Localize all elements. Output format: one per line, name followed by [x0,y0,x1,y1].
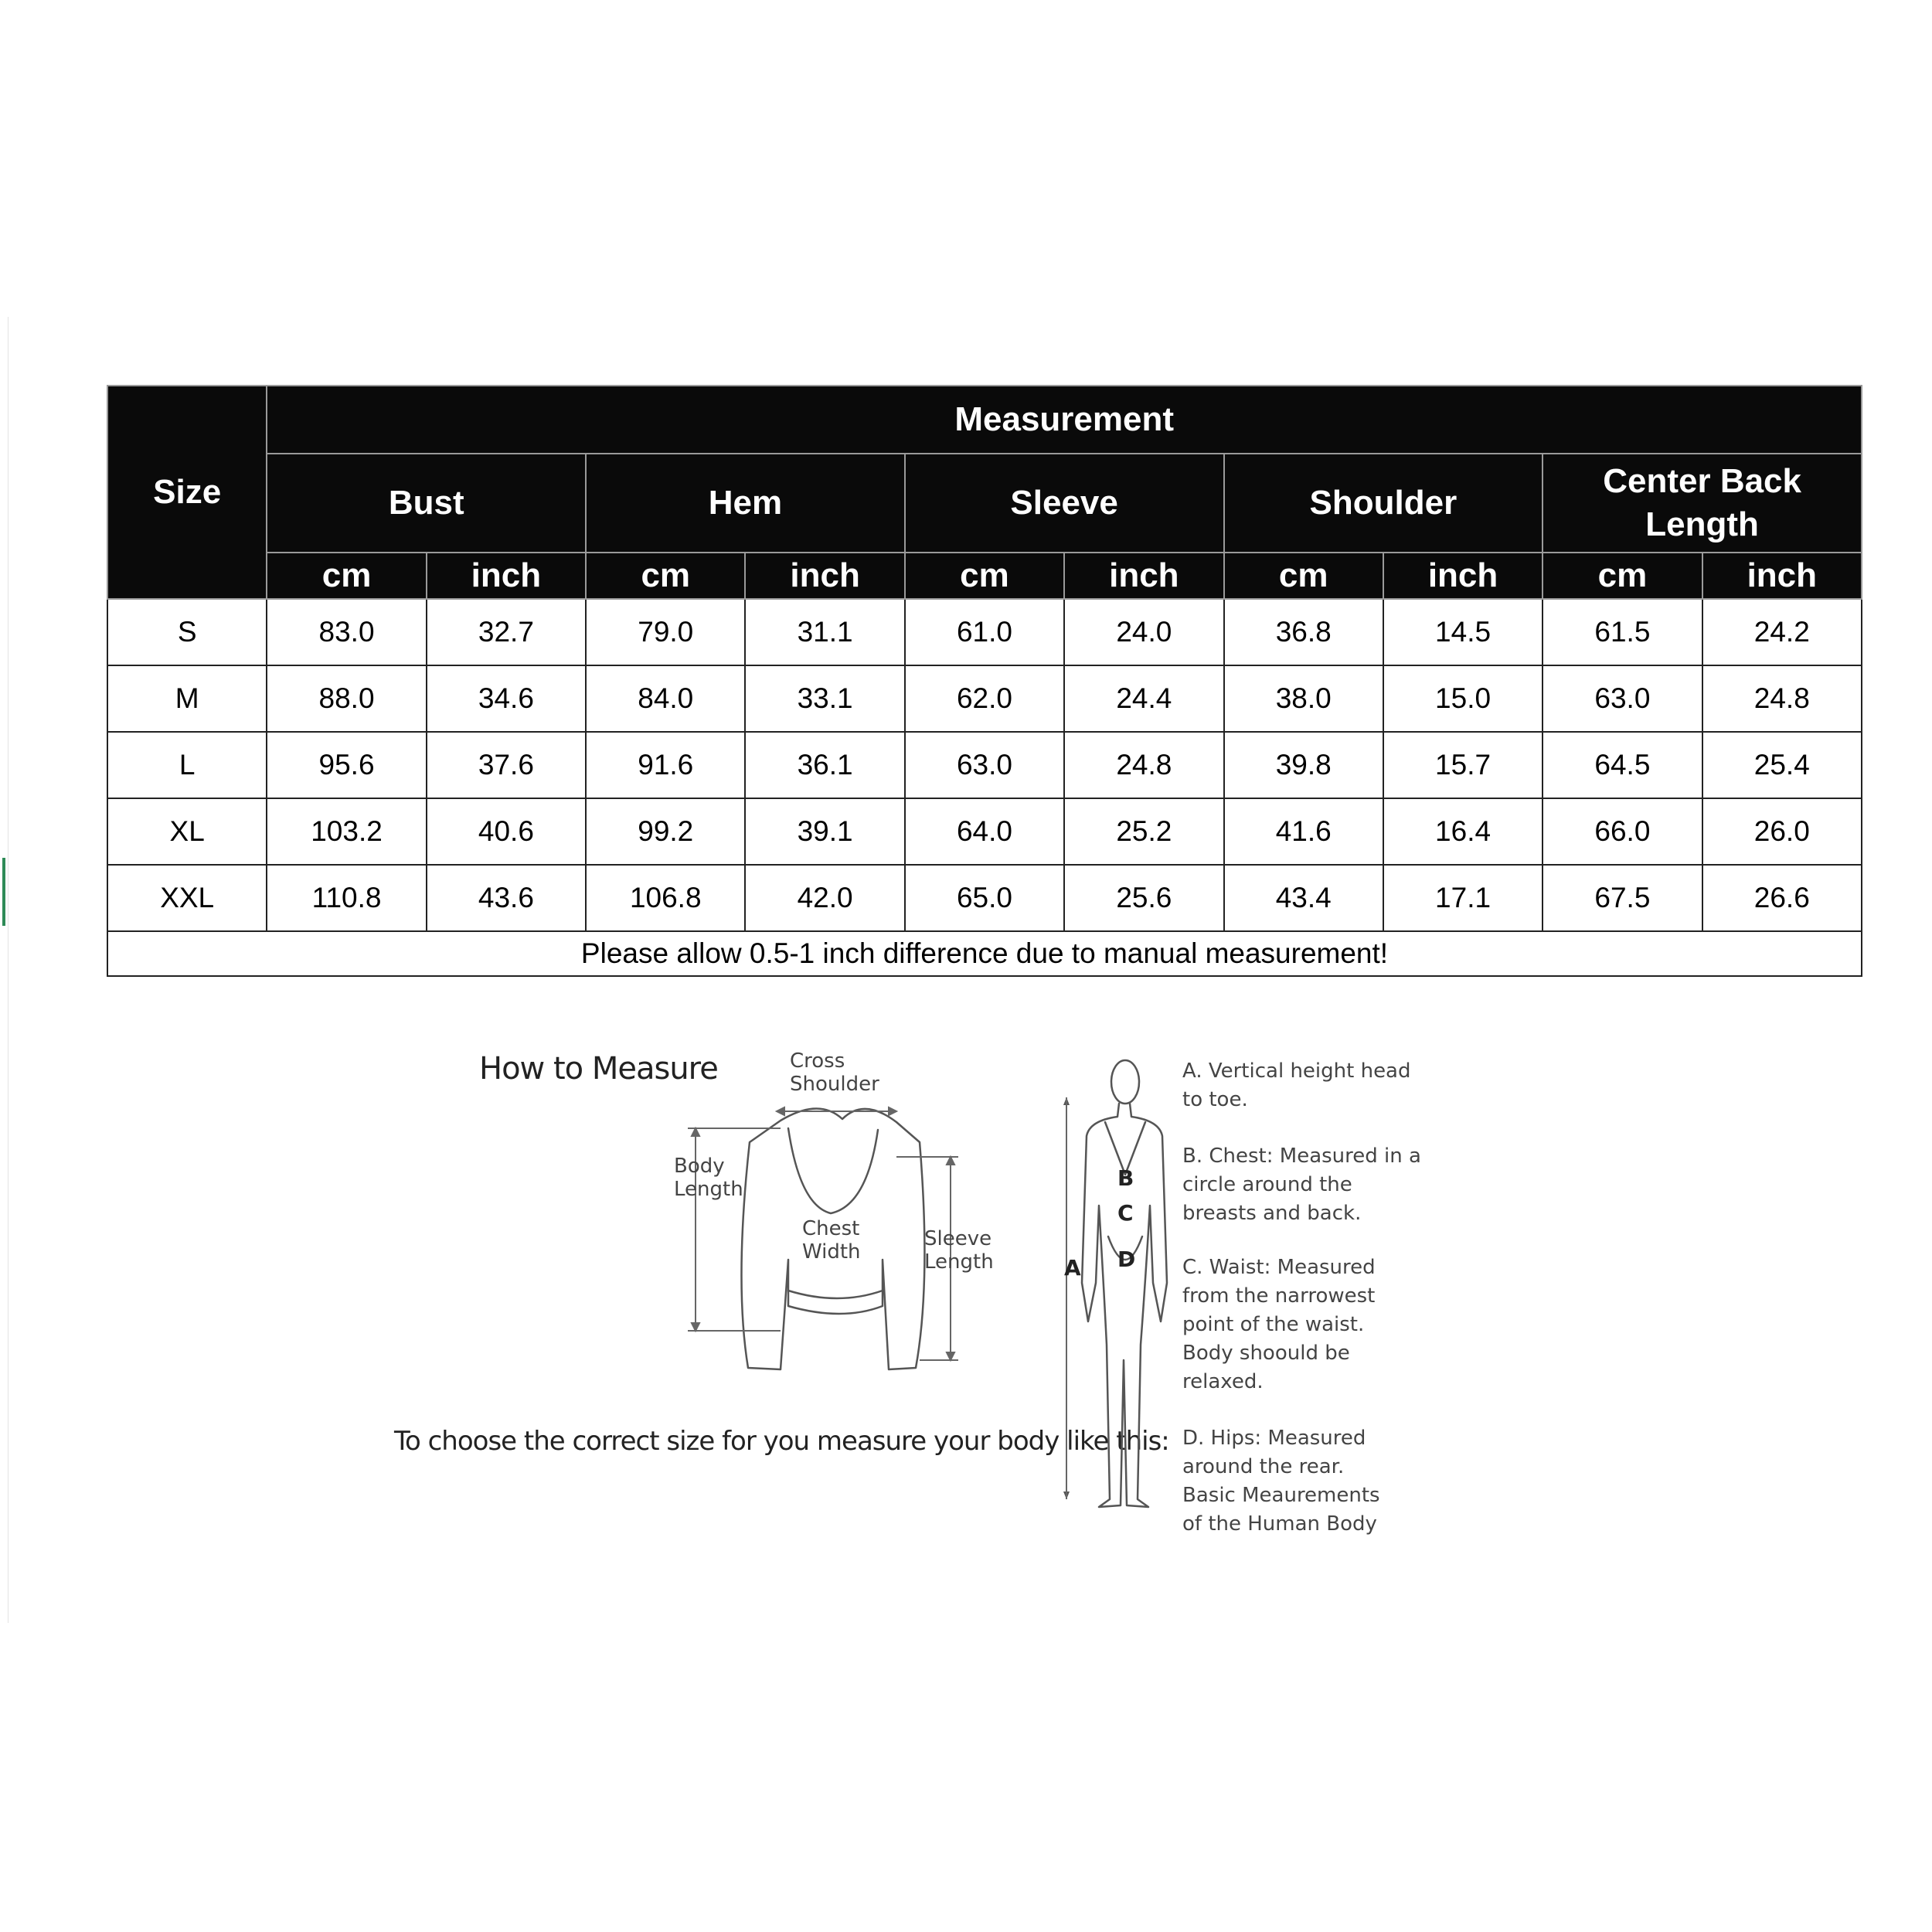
value-cell: 24.8 [1702,665,1862,732]
body-letter-a: A [1064,1255,1081,1281]
value-cell: 62.0 [905,665,1064,732]
value-cell: 33.1 [745,665,904,732]
value-cell: 64.5 [1543,732,1702,798]
value-cell: 40.6 [427,798,586,865]
value-cell: 34.6 [427,665,586,732]
value-cell: 24.0 [1064,599,1223,665]
value-cell: 91.6 [586,732,745,798]
value-cell: 103.2 [267,798,426,865]
value-cell: 83.0 [267,599,426,665]
choose-size-instruction: To choose the correct size for you measure your body like this: [394,1426,1169,1457]
value-cell: 36.8 [1224,599,1383,665]
value-cell: 31.1 [745,599,904,665]
table-row [107,865,1862,931]
category-header-center-back-length: Center Back Length [1543,454,1862,553]
unit-header: cm [586,553,745,599]
body-letter-c: C [1117,1200,1134,1226]
left-edge-strip [0,317,9,1623]
value-cell: 26.0 [1702,798,1862,865]
category-header-sleeve: Sleeve [905,454,1224,553]
sleeve-length-label: Sleeve Length [924,1227,994,1274]
description-d: D. Hips: Measured around the rear. Basic Meaurements of the Human Body [1182,1427,1380,1536]
value-cell: 66.0 [1543,798,1702,865]
body-length-label: Body Length [674,1155,743,1201]
unit-header: cm [267,553,426,599]
value-cell: 79.0 [586,599,745,665]
value-cell: 95.6 [267,732,426,798]
value-cell: 36.1 [745,732,904,798]
category-header-bust: Bust [267,454,586,553]
body-letter-b: B [1117,1165,1134,1191]
table-row [107,599,1862,665]
cross-shoulder-label: Cross Shoulder [790,1049,879,1096]
value-cell: 61.0 [905,599,1064,665]
value-cell: 15.7 [1383,732,1543,798]
value-cell: 24.2 [1702,599,1862,665]
value-cell: 65.0 [905,865,1064,931]
body-letter-d: D [1117,1247,1136,1272]
value-cell: 41.6 [1224,798,1383,865]
figure-outline [1082,1104,1167,1507]
value-cell: 37.6 [427,732,586,798]
garment-hem [788,1291,883,1298]
measurement-header: Measurement [267,386,1862,454]
unit-header: inch [427,553,586,599]
size-cell: L [107,732,267,798]
unit-header: inch [1702,553,1862,599]
value-cell: 16.4 [1383,798,1543,865]
chest-width-label: Chest Width [802,1217,861,1264]
value-cell: 43.6 [427,865,586,931]
value-cell: 64.0 [905,798,1064,865]
figure-head [1111,1060,1139,1104]
unit-header: inch [745,553,904,599]
value-cell: 24.4 [1064,665,1223,732]
unit-header: inch [1383,553,1543,599]
value-cell: 43.4 [1224,865,1383,931]
unit-header: cm [1224,553,1383,599]
left-edge-marker [2,858,5,926]
value-cell: 38.0 [1224,665,1383,732]
value-cell: 25.6 [1064,865,1223,931]
value-cell: 39.1 [745,798,904,865]
table-row [107,665,1862,732]
value-cell: 67.5 [1543,865,1702,931]
value-cell: 25.4 [1702,732,1862,798]
body-figure-diagram [1059,1051,1182,1515]
description-b: B. Chest: Measured in a circle around the breasts and back. [1182,1145,1421,1225]
value-cell: 99.2 [586,798,745,865]
value-cell: 14.5 [1383,599,1543,665]
table-row [107,798,1862,865]
value-cell: 110.8 [267,865,426,931]
garment-outline [741,1108,924,1369]
size-chart-table [107,385,1862,977]
size-rows [107,599,1862,931]
size-cell: S [107,599,267,665]
size-cell: XL [107,798,267,865]
value-cell: 15.0 [1383,665,1543,732]
size-column-header: Size [107,386,267,599]
table-row [107,732,1862,798]
value-cell: 25.2 [1064,798,1223,865]
how-to-measure-title: How to Measure [479,1051,718,1087]
unit-header: cm [905,553,1064,599]
garment-neckline [788,1128,878,1213]
description-c: C. Waist: Measured from the narrowest point of the waist. Body shoould be relaxed. [1182,1256,1376,1393]
unit-header: inch [1064,553,1223,599]
value-cell: 17.1 [1383,865,1543,931]
size-cell: XXL [107,865,267,931]
figure-swimsuit [1105,1122,1145,1260]
value-cell: 84.0 [586,665,745,732]
size-cell: M [107,665,267,732]
unit-header: cm [1543,553,1702,599]
value-cell: 61.5 [1543,599,1702,665]
value-cell: 24.8 [1064,732,1223,798]
category-header-hem: Hem [586,454,905,553]
value-cell: 63.0 [1543,665,1702,732]
description-a: A. Vertical height head to toe. [1182,1060,1411,1111]
garment-diagram [665,1051,1005,1376]
value-cell: 39.8 [1224,732,1383,798]
value-cell: 63.0 [905,732,1064,798]
value-cell: 88.0 [267,665,426,732]
measurement-note: Please allow 0.5-1 inch difference due to manual measurement! [107,931,1862,976]
value-cell: 42.0 [745,865,904,931]
value-cell: 106.8 [586,865,745,931]
value-cell: 26.6 [1702,865,1862,931]
value-cell: 32.7 [427,599,586,665]
category-header-shoulder: Shoulder [1224,454,1543,553]
